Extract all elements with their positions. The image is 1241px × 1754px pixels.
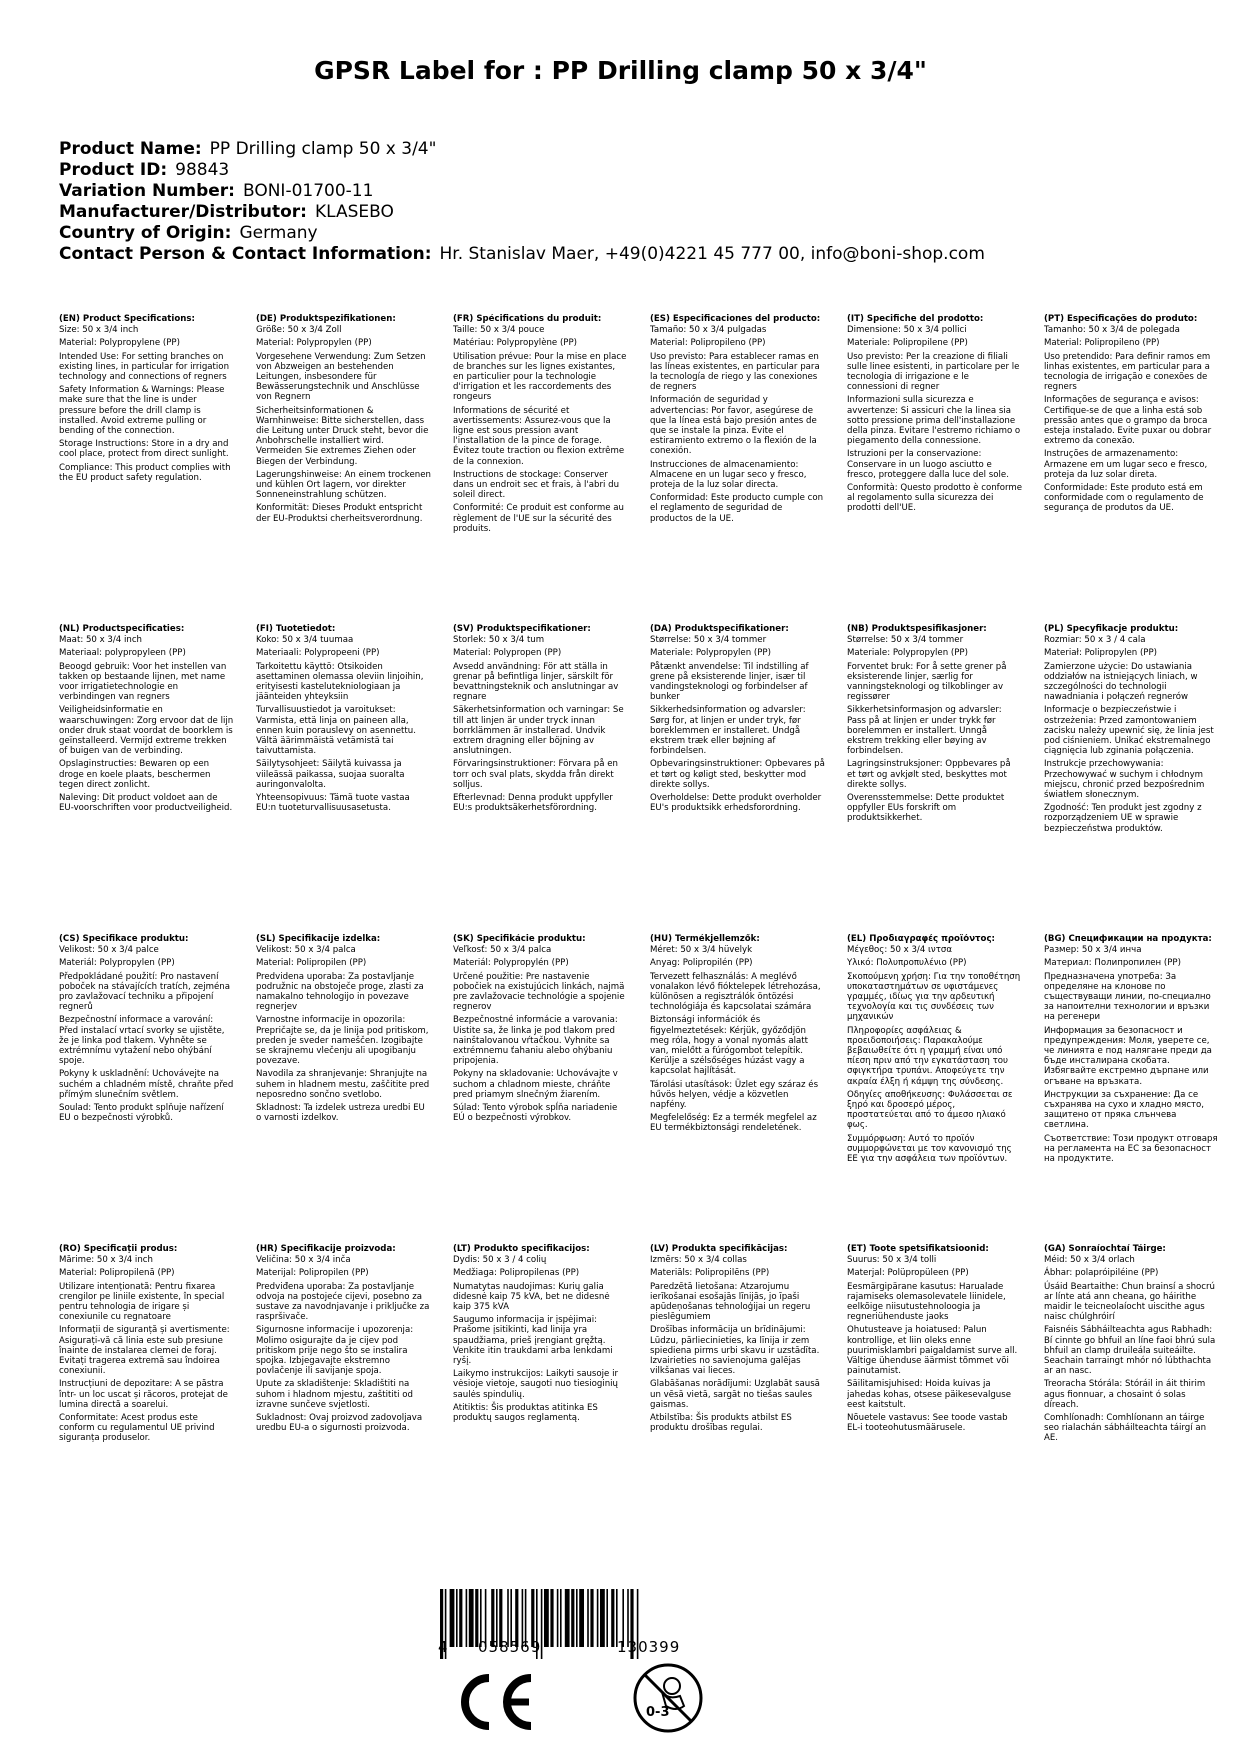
spec-line: Skladnost: Ta izdelek ustreza uredbi EU o varnosti izdelkov. xyxy=(256,1103,425,1124)
spec-line: Materiale: Polipropilene (PP) xyxy=(847,338,968,349)
spec-line: Istruzioni per la conservazione: Conservare in un luogo asciutto e fresco, proteggere dalla luce del sole. xyxy=(847,449,1009,480)
spec-heading: (HR) Specifikacije proizvoda: xyxy=(256,1244,396,1254)
spec-line: Conformidad: Este producto cumple con el reglamento de seguridad de productos de la UE. xyxy=(650,493,824,524)
spec-line: Informații de siguranță și avertismente: Asigurați-vă că linia este sub presiune înainte de instalarea clemei de foraj. Evitați tragerea extremă sau îndoirea conexiunii. xyxy=(59,1325,230,1377)
spec-line: Størrelse: 50 x 3/4 tommer xyxy=(650,635,767,646)
spec-line: Υλικό: Πολυπροπυλένιο (PP) xyxy=(847,958,967,969)
spec-line: Informations de sécurité et avertissements: Assurez-vous que la ligne est sous pression avant l'installation de la pince de forage. Évitez toute traction ou flexion extrême de la connexion. xyxy=(453,405,625,467)
spec-heading: (NB) Produktspesifikasjoner: xyxy=(847,624,987,634)
spec-line: Lagerungshinweise: An einem trockenen und kühlen Ort lagern, vor direkter Sonneneinstrahlung schützen. xyxy=(256,469,431,501)
spec-line: Lagringsinstruksjoner: Oppbevares på et tørt og avkjølt sted, beskyttes mot direkte sollys. xyxy=(847,759,1011,790)
spec-heading: (ET) Toote spetsifikatsioonid: xyxy=(847,1244,989,1254)
spec-line: Materiale: Polypropylen (PP) xyxy=(650,648,771,659)
barcode-bar xyxy=(560,1589,562,1647)
spec-line: Größe: 50 x 3/4 Zoll xyxy=(256,325,342,336)
spec-line: Rozmiar: 50 x 3 / 4 cala xyxy=(1044,635,1146,646)
spec-line: Anyag: Polipropilén (PP) xyxy=(650,958,753,969)
spec-heading: (ES) Especificaciones del producto: xyxy=(650,314,821,324)
spec-line: Información de seguridad y advertencias: Por favor, asegúrese de que la línea está bajo presión antes de que se instale la pinza. Evite el estiramiento extremo o la flexión de la conexión. xyxy=(650,395,817,457)
spec-block xyxy=(453,624,650,934)
ce-mark-icon xyxy=(455,1672,537,1732)
spec-block xyxy=(650,934,847,1244)
barcode-bar xyxy=(459,1589,462,1647)
spec-line: Predvidena uporaba: Za postavljanje podružnic na obstoječe proge, zlasti za namakalno tehnologijo in povezave regnerjev xyxy=(256,971,424,1013)
spec-line: Naleving: Dit product voldoet aan de EU-voorschriften voor productveiligheid. xyxy=(59,793,233,814)
spec-line: Instructions de stockage: Conserver dans un endroit sec et frais, à l'abri du soleil direct. xyxy=(453,469,620,501)
spec-line: Οδηγίες αποθήκευσης: Φυλάσσεται σε ξηρό και δροσερό μέρος, προστατεύεται από το άμεσο ηλιακό φως. xyxy=(847,1089,1013,1131)
spec-heading: (HU) Termékjellemzők: xyxy=(650,934,760,944)
spec-line: Comhlíonadh: Comhlíonann an táirge seo rialachán sábháilteachta táirgí an AE. xyxy=(1044,1413,1207,1444)
spec-line: Úsáid Beartaithe: Chun brainsí a shocrú ar línte atá ann cheana, go háirithe maidir le teicneolaíocht uiscithe agus naisc chúlghróirí xyxy=(1044,1281,1215,1323)
spec-line: Atbilstība: Šis produkts atbilst ES produktu drošības regulai. xyxy=(650,1413,792,1434)
barcode-left-digits: 058569 xyxy=(478,1638,542,1656)
spec-line: Uso pretendido: Para definir ramos em linhas existentes, em particular para a tecnologia de irrigação e conexões de regners xyxy=(1044,351,1211,393)
contact-label: Contact Person & Contact Information: xyxy=(59,244,432,264)
contact-value: Hr. Stanislav Maer, +49(0)4221 45 777 00, info@boni-shop.com xyxy=(439,244,985,264)
spec-line: Yhteensopivuus: Tämä tuote vastaa EU:n tuoteturvallisuusasetusta. xyxy=(256,793,410,814)
spec-block xyxy=(650,1244,847,1574)
spec-line: Saugumo informacija ir įspėjimai: Prašome įsitikinti, kad linija yra spaudžiama, prieš įrengiant gręžtą. Venkite itin traukdami arba lenkdami ryšį. xyxy=(453,1315,613,1367)
spec-line: Предназначена употреба: За определяне на клонове по съществуващи линии, по-специално за напоителни технологии и връзки на регенери xyxy=(1044,971,1211,1023)
spec-line: Bezpečnostné informácie a varovania: Uistite sa, že linka je pod tlakom pred nainštalovanou vŕtačkou. Vyhnite sa extrémnemu ťahaniu alebo ohýbaniu pripojenia. xyxy=(453,1015,618,1067)
spec-line: Materijal: Polipropilen (PP) xyxy=(256,1268,369,1279)
spec-line: Conformità: Questo prodotto è conforme al regolamento sulla sicurezza dei prodotti dell'UE. xyxy=(847,483,1022,514)
spec-line: Megfelelőség: Ez a termék megfelel az EU termékbiztonsági rendeletének. xyxy=(650,1113,817,1134)
spec-line: Conformidade: Este produto está em conformidade com o regulamento de segurança de produtos da UE. xyxy=(1044,483,1204,514)
spec-line: Eesmärgipärane kasutus: Harualade rajamiseks olemasolevatele liinidele, eelkõige niisutustehnoloogia ja regneriühenduste jaoks xyxy=(847,1281,1006,1323)
spec-line: Taille: 50 x 3/4 pouce xyxy=(453,325,545,336)
barcode-bar xyxy=(576,1589,578,1647)
spec-block xyxy=(59,314,256,624)
spec-line: Glabāšanas norādījumi: Uzglabāt sausā un vēsā vietā, sargāt no tiešas saules gaismas. xyxy=(650,1379,820,1410)
spec-block xyxy=(256,314,453,624)
manufacturer-label: Manufacturer/Distributor: xyxy=(59,202,307,222)
product-name-row xyxy=(59,139,1189,160)
spec-heading: (SK) Špecifikácie produktu: xyxy=(453,934,586,944)
barcode-bar xyxy=(456,1589,458,1647)
spec-line: Informações de segurança e avisos: Certifique-se de que a linha está sob pressão antes que o grampo da broca esteja instalado. Evite puxar ou dobrar extremo da conexão. xyxy=(1044,395,1212,447)
contact-row xyxy=(59,244,1189,265)
spec-line: Bezpečnostní informace a varování: Před instalací vrtací svorky se ujistěte, že je linka pod tlakem. Vyhněte se extrémnímu vytažení nebo ohýbání spoje. xyxy=(59,1015,225,1067)
variation-number-value: BONI-01700-11 xyxy=(242,181,374,201)
spec-line: Säilitamisjuhised: Hoida kuivas ja jahedas kohas, otsese päikesevalguse eest kaitstult. xyxy=(847,1379,1012,1410)
spec-line: Storlek: 50 x 3/4 tum xyxy=(453,635,545,646)
manufacturer-row xyxy=(59,202,1189,223)
spec-block xyxy=(453,934,650,1244)
age-label: 0-3 xyxy=(646,1705,670,1720)
spec-line: Μέγεθος: 50 x 3/4 ιντσα xyxy=(847,945,953,956)
spec-line: Size: 50 x 3/4 inch xyxy=(59,325,139,336)
spec-heading: (DA) Produktspecifikationer: xyxy=(650,624,789,634)
spec-block xyxy=(1044,934,1241,1244)
spec-line: Material: Polipropilenă (PP) xyxy=(59,1268,175,1279)
not-for-children-0-3-icon xyxy=(632,1662,704,1734)
spec-line: Materjal: Polüpropüleen (PP) xyxy=(847,1268,969,1279)
spec-block xyxy=(847,934,1044,1244)
spec-line: Méret: 50 x 3/4 hüvelyk xyxy=(650,945,753,956)
spec-line: Utilisation prévue: Pour la mise en place de branches sur les lignes existantes, en particulier pour la technologie d'irrigation et les raccordements des rongeurs xyxy=(453,351,627,403)
spec-line: Säkerhetsinformation och varningar: Se till att linjen är under tryck innan borrklämmen är installerad. Undvik extrem dragning eller böjning av anslutningen. xyxy=(453,705,624,757)
spec-heading: (FR) Spécifications du produit: xyxy=(453,314,602,324)
spec-line: Sikkerhedsinformation og advarsler: Sørg for, at linjen er under tryk, før boreklemmen er installeret. Undgå ekstrem træk eller bøjning af forbindelsen. xyxy=(650,705,806,757)
spec-line: Instruções de armazenamento: Armazene em um lugar seco e fresco, proteja da luz solar direta. xyxy=(1044,449,1208,480)
spec-heading: (NL) Productspecificaties: xyxy=(59,624,185,634)
spec-line: Storage Instructions: Store in a dry and cool place, protect from direct sunlight. xyxy=(59,439,229,460)
spec-line: Forventet bruk: For å sette grener på eksisterende linjer, særlig for vanningsteknologi og tilkoblinger av regissører xyxy=(847,661,1007,703)
spec-line: Conformité: Ce produit est conforme au règlement de l'UE sur la sécurité des produits. xyxy=(453,503,624,534)
spec-line: Treoracha Stórála: Stóráil in áit thirim agus fionnuar, a chosaint ó solas díreach. xyxy=(1044,1379,1206,1410)
spec-line: Drošības informācija un brīdinājumi: Lūdzu, pārliecinieties, ka līnija ir zem spiediena pirms urbi skavu ir uzstādīta. Izvairieties no savienojuma galējas vilkšanas vai lieces. xyxy=(650,1325,820,1377)
barcode-bar xyxy=(466,1589,468,1647)
specifications-grid xyxy=(59,314,1239,1574)
spec-line: Opslaginstructies: Bewaren op een droge en koele plaats, beschermen tegen direct zonlicht. xyxy=(59,759,211,790)
spec-line: Utilizare intenționată: Pentru fixarea crengilor pe liniile existente, în special pentru tehnologia de irigare și conexiunile cu regnatoare xyxy=(59,1281,225,1323)
spec-line: Material: Polipropileno (PP) xyxy=(650,338,766,349)
spec-line: Instrucciones de almacenamiento: Almacene en un lugar seco y fresco, proteja de la luz solar directa. xyxy=(650,459,807,491)
spec-block xyxy=(59,934,256,1244)
spec-heading: (GA) Sonraíochtaí Táirge: xyxy=(1044,1244,1166,1254)
spec-line: Sukladnost: Ovaj proizvod zadovoljava uredbu EU-a o sigurnosti proizvoda. xyxy=(256,1413,423,1434)
barcode-bar xyxy=(571,1589,574,1647)
barcode-bar xyxy=(557,1589,559,1647)
spec-line: Материал: Полипропилен (PP) xyxy=(1044,958,1181,969)
spec-heading: (LV) Produkta specifikācijas: xyxy=(650,1244,788,1254)
spec-line: Atitiktis: Šis produktas atitinka ES produktų saugos reglamentą. xyxy=(453,1402,598,1424)
spec-line: Material: Polipropilen (PP) xyxy=(256,958,367,969)
spec-line: Koko: 50 x 3/4 tuumaa xyxy=(256,635,354,646)
spec-line: Sicherheitsinformationen & Warnhinweise: Bitte sicherstellen, dass die Leitung unter Druck steht, bevor die Anbohrschelle installiert wird. Vermeiden Sie extremes Ziehen oder Biegen der Verbindung. xyxy=(256,405,429,467)
spec-line: Intended Use: For setting branches on existing lines, in particular for irrigation technology and connections of regners xyxy=(59,351,230,383)
spec-line: Размер: 50 x 3/4 инча xyxy=(1044,945,1142,956)
spec-line: Numatytas naudojimas: Kurių galia didesnė kaip 75 kVA, bet ne didesnė kaip 375 kVA xyxy=(453,1281,610,1313)
spec-line: Mărime: 50 x 3/4 inch xyxy=(59,1255,153,1266)
spec-line: Tarkoitettu käyttö: Otsikoiden asettaminen olemassa oleviin linjoihin, erityisesti kastelutekniologiaan ja jäänteiden yhteyksiin xyxy=(256,661,424,703)
spec-line: Instrukcje przechowywania: Przechowywać w suchym i chłodnym miejscu, chronić przed bezpośrednim światłem słonecznym. xyxy=(1044,759,1205,801)
spec-line: Materiāls: Polipropilēns (PP) xyxy=(650,1268,770,1279)
spec-line: Avsedd användning: För att ställa in grenar på befintliga linjer, särskilt för bevattningsteknik och anslutningar av regnare xyxy=(453,661,619,703)
spec-line: Förvaringsinstruktioner: Förvara på en torr och sval plats, skydda från direkt solljus. xyxy=(453,759,618,790)
page-title: GPSR Label for : PP Drilling clamp 50 x 3/4" xyxy=(314,56,927,85)
spec-line: Ohutusteave ja hoiatused: Palun kontrollige, et liin oleks enne puurimisklambri paigaldamist surve all. Vältige ühenduse äärmist tõmmet või painutamist. xyxy=(847,1325,1018,1377)
spec-heading: (DE) Produktspezifikationen: xyxy=(256,314,396,324)
spec-line: Material: Polypropylene (PP) xyxy=(59,338,180,349)
spec-line: Sigurnosne informacije i upozorenja: Molimo osigurajte da je cijev pod pritiskom prije nego što se instalira spojka. Izbjegavajte ekstremno povlačenje ili savijanje spoja. xyxy=(256,1325,414,1377)
spec-line: Uso previsto: Para establecer ramas en las líneas existentes, en particular para la tecnología de riego y las conexiones de regners xyxy=(650,351,820,393)
spec-line: Materiál: Polypropylen (PP) xyxy=(59,958,175,969)
spec-line: Tamanho: 50 x 3/4 de polegada xyxy=(1044,325,1180,336)
spec-line: Informazioni sulla sicurezza e avvertenze: Si assicuri che la linea sia sotto pressione prima dell'installazione della pinza. Evitare l'estremo richiamo o piegamento della connessione. xyxy=(847,395,1021,447)
spec-line: Materiale: Polypropylen (PP) xyxy=(847,648,968,659)
spec-line: Overensstemmelse: Dette produktet oppfyller EUs forskrift om produktsikkerhet. xyxy=(847,793,1005,824)
spec-heading: (SV) Produktspecifikationer: xyxy=(453,624,591,634)
spec-line: Material: Polypropen (PP) xyxy=(453,648,562,659)
spec-line: Säilytysohjeet: Säilytä kuivassa ja viileässä paikassa, suojaa suoralta auringonvalolta. xyxy=(256,759,405,790)
spec-block xyxy=(59,624,256,934)
spec-line: Medžiaga: Polipropilenas (PP) xyxy=(453,1268,580,1279)
spec-line: Efterlevnad: Denna produkt uppfyller EU:s produktsäkerhetsförordning. xyxy=(453,793,613,814)
spec-line: Varnostne informacije in opozorila: Prepričajte se, da je linija pod pritiskom, preden je sveder nameščen. Izogibajte se skrajnemu vlečenju ali upogibanju povezave. xyxy=(256,1015,429,1067)
spec-line: Určené použitie: Pre nastavenie pobočiek na existujúcich linkách, najmä pre zavlažovacie technológie a spojenie regnerov xyxy=(453,971,625,1013)
spec-line: Σκοπούμενη χρήση: Για την τοποθέτηση υποκαταστημάτων σε υφιστάμενες γραμμές, ιδίως για την αρδευτική τεχνολογία και τις συνδέσεις των μηχανικών xyxy=(847,971,1021,1023)
spec-line: Tamaño: 50 x 3/4 pulgadas xyxy=(650,325,767,336)
spec-line: Tárolási utasítások: Üzlet egy száraz és hűvös helyen, védje a közvetlen napfény. xyxy=(650,1079,819,1111)
spec-line: Biztonsági információk és figyelmeztetések: Kérjük, győződjön meg róla, hogy a vonal nyomás alatt van, mielőtt a fúrógombot telepítik. Kerülje a szélsőséges húzást vagy a kapcsolat hajlítását. xyxy=(650,1015,809,1077)
barcode-bar xyxy=(587,1589,589,1647)
spec-line: Zamierzone użycie: Do ustawiania oddziałów na istniejących liniach, w szczególności do technologii nawadniania i połączeń regnerów xyxy=(1044,661,1198,703)
barcode-bar xyxy=(597,1589,599,1647)
spec-heading: (SL) Specifikacije izdelka: xyxy=(256,934,381,944)
spec-heading: (IT) Specifiche del prodotto: xyxy=(847,314,984,324)
spec-line: Súlad: Tento výrobok spĺňa nariadenie EÚ o bezpečnosti výrobkov. xyxy=(453,1103,618,1124)
spec-line: Opbevaringsinstruktioner: Opbevares på et tørt og køligt sted, beskytter mod direkte sollys. xyxy=(650,759,825,790)
spec-heading: (CS) Specifikace produktu: xyxy=(59,934,189,944)
barcode-bar xyxy=(450,1589,455,1647)
spec-block xyxy=(453,1244,650,1574)
spec-line: Materiaali: Polypropeeni (PP) xyxy=(256,648,380,659)
spec-block xyxy=(59,1244,256,1574)
spec-heading: (RO) Specificații produs: xyxy=(59,1244,178,1254)
barcode-bar xyxy=(579,1589,584,1647)
spec-heading: (PL) Specyfikacje produktu: xyxy=(1044,624,1179,634)
spec-heading: (BG) Спецификации на продукта: xyxy=(1044,934,1212,944)
spec-line: Faisnéis Sábháilteachta agus Rabhadh: Bí cinnte go bhfuil an líne faoi bhrú sula bhfuil an clamp druileála suiteáilte. Seachain tarraingt mhór nó lúbthachta ar an nasc. xyxy=(1044,1325,1216,1377)
spec-line: Veiligheidsinformatie en waarschuwingen: Zorg ervoor dat de lijn onder druk staat voordat de boorklem is geïnstalleerd. Vermijd extreme trekken of buigen van de verbinding. xyxy=(59,705,234,757)
barcode-bar xyxy=(550,1589,553,1647)
variation-number-label: Variation Number: xyxy=(59,181,235,201)
spec-block xyxy=(256,934,453,1244)
spec-line: Velikost: 50 x 3/4 palca xyxy=(256,945,356,956)
spec-block xyxy=(1044,1244,1241,1574)
spec-line: Paredzētā lietošana: Atzarojumu ierīkošanai esošajās līnijās, jo īpaši apūdeņošanas tehnoloģijai un regeru pieslēgumiem xyxy=(650,1281,811,1323)
spec-block xyxy=(650,624,847,934)
spec-line: Laikymo instrukcijos: Laikyti sausoje ir vėsioje vietoje, saugoti nuo tiesioginių saulės spindulių. xyxy=(453,1369,618,1400)
spec-line: Velikost: 50 x 3/4 palce xyxy=(59,945,159,956)
spec-line: Pokyny k uskladnění: Uchovávejte na suchém a chladném místě, chraňte před přímým slunečním světlem. xyxy=(59,1069,234,1100)
spec-line: Veličina: 50 x 3/4 inča xyxy=(256,1255,351,1266)
spec-line: Material: Polipropileno (PP) xyxy=(1044,338,1160,349)
spec-block xyxy=(256,1244,453,1574)
spec-line: Suurus: 50 x 3/4 tolli xyxy=(847,1255,937,1266)
spec-line: Størrelse: 50 x 3/4 tommer xyxy=(847,635,964,646)
barcode-first-digit: 4 xyxy=(438,1638,448,1656)
spec-line: Sikkerhetsinformasjon og advarsler: Pass på at linjen er under trykk før borelemmen er installert. Unngå ekstrem trekking eller bøying av forbindelsen. xyxy=(847,705,1002,757)
spec-line: Påtænkt anvendelse: Til indstilling af grene på eksisterende linjer, især til vandingsteknologi og forbindelser af bunker xyxy=(650,661,809,703)
product-id-label: Product ID: xyxy=(59,160,168,180)
spec-line: Predviđena uporaba: Za postavljanje odvoja na postojeće cijevi, posebno za sustave za navodnjavanje i priključke za raspršivače. xyxy=(256,1281,430,1323)
spec-block xyxy=(847,314,1044,624)
barcode-bar xyxy=(565,1589,570,1647)
spec-line: Dimensione: 50 x 3/4 pollici xyxy=(847,325,967,336)
spec-block xyxy=(1044,314,1241,624)
spec-line: Materiał: Polipropylen (PP) xyxy=(1044,648,1158,659)
spec-line: Overholdelse: Dette produkt overholder EU's produktsikk erhedsforordning. xyxy=(650,793,822,814)
spec-line: Navodila za shranjevanje: Shranjujte na suhem in hladnem mestu, zaščitite pred neposredno sončno svetlobo. xyxy=(256,1069,430,1100)
spec-line: Pokyny na skladovanie: Uchovávajte v suchom a chladnom mieste, chráňte pred priamym slnečným žiarením. xyxy=(453,1069,618,1100)
spec-line: Materiaal: polypropyleen (PP) xyxy=(59,648,186,659)
spec-heading: (EN) Product Specifications: xyxy=(59,314,195,324)
spec-line: Předpokládané použití: Pro nastavení poboček na stávajících tratích, zejména pro zavlažovací techniku a připojení regnerů xyxy=(59,971,230,1013)
spec-line: Safety Information & Warnings: Please make sure that the line is under pressure before the drill clamp is installed. Avoid extreme pulling or bending of the connection. xyxy=(59,385,225,437)
spec-heading: (EL) Προδιαγραφές προϊόντος: xyxy=(847,934,995,944)
spec-line: Информация за безопасност и предупреждения: Моля, уверете се, че линията е под налягане преди да бъде инсталирана скобата. Избягвайте екстремно дърпане или огъване на връзката. xyxy=(1044,1025,1212,1087)
spec-line: Informacje o bezpieczeństwie i ostrzeżenia: Przed zamontowaniem zacisku należy upewnić się, że linia jest pod ciśnieniem. Unikać ekstremalnego ciągnięcia lub zginania połączenia. xyxy=(1044,705,1214,757)
country-label: Country of Origin: xyxy=(59,223,232,243)
spec-block xyxy=(847,1244,1044,1574)
product-id-value: 98843 xyxy=(175,160,230,180)
spec-block xyxy=(453,314,650,624)
spec-block xyxy=(256,624,453,934)
spec-line: Ábhar: polapróipiléine (PP) xyxy=(1044,1268,1159,1279)
product-name-value: PP Drilling clamp 50 x 3/4" xyxy=(209,139,437,159)
product-id-row xyxy=(59,160,1189,181)
spec-heading: (PT) Especificações do produto: xyxy=(1044,314,1198,324)
barcode-bar xyxy=(600,1589,605,1647)
spec-line: Konformität: Dieses Produkt entspricht der EU-Produktsi cherheitsverordnung. xyxy=(256,503,423,524)
spec-line: Dydis: 50 x 3 / 4 colių xyxy=(453,1255,547,1266)
spec-block xyxy=(847,624,1044,934)
spec-line: Vorgesehene Verwendung: Zum Setzen von Abzweigen an bestehenden Leitungen, insbesondere für Bewässerungstechnik und Anschlüsse von Regnern xyxy=(256,351,426,403)
barcode-bar xyxy=(606,1589,608,1647)
spec-line: Συμμόρφωση: Αυτό το προϊόν συμμορφώνεται με τον κανονισμό της ΕΕ για την ασφάλεια των προϊόντων. xyxy=(847,1133,1012,1165)
barcode-right-digits: 130399 xyxy=(617,1638,681,1656)
product-info xyxy=(59,139,1189,265)
spec-line: Material: Polypropylen (PP) xyxy=(256,338,372,349)
spec-line: Compliance: This product complies with the EU product safety regulation. xyxy=(59,462,231,483)
variation-number-row xyxy=(59,181,1189,202)
spec-line: Zgodność: Ten produkt jest zgodny z rozporządzeniem UE w sprawie bezpieczeństwa produktów. xyxy=(1044,803,1202,834)
spec-line: Veľkosť: 50 x 3/4 palca xyxy=(453,945,552,956)
spec-block xyxy=(1044,624,1241,934)
spec-line: Инструкции за съхранение: Да се съхранява на сухо и хладно място, защитено от пряка слънчева светлина. xyxy=(1044,1089,1205,1131)
spec-line: Beoogd gebruik: Voor het instellen van takken op bestaande lijnen, met name voor irrigatietechnologie en verbindingen van regners xyxy=(59,661,227,703)
spec-line: Materiál: Polypropylén (PP) xyxy=(453,958,569,969)
spec-line: Uso previsto: Per la creazione di filiali sulle linee esistenti, in particolare per le tecnologia di irrigazione e le connessioni di regner xyxy=(847,351,1020,393)
country-value: Germany xyxy=(239,223,318,243)
barcode-bar xyxy=(544,1589,549,1647)
spec-line: Tervezett felhasználás: A meglévő vonalakon lévő fióktelepek létrehozása, különösen a regisztrálók öntözési technológiája és kapcsolatai számára xyxy=(650,971,821,1013)
spec-heading: (LT) Produkto specifikacijos: xyxy=(453,1244,590,1254)
barcode-bar xyxy=(469,1589,474,1647)
country-row xyxy=(59,223,1189,244)
spec-line: Maat: 50 x 3/4 inch xyxy=(59,635,142,646)
spec-line: Instrucțiuni de depozitare: A se păstra într- un loc uscat și răcoros, protejat de lumina directă a soarelui. xyxy=(59,1379,228,1410)
manufacturer-value: KLASEBO xyxy=(314,202,394,222)
product-name-label: Product Name: xyxy=(59,139,202,159)
barcode-bar xyxy=(590,1589,593,1647)
spec-line: Nõuetele vastavus: See toode vastab EL-i tooteohutusmäärusele. xyxy=(847,1413,1008,1434)
spec-line: Conformitate: Acest produs este conform cu regulamentul UE privind siguranța produselor. xyxy=(59,1413,215,1444)
spec-line: Izmērs: 50 x 3/4 collas xyxy=(650,1255,747,1266)
spec-line: Πληροφορίες ασφάλειας & προειδοποιήσεις: Παρακαλούμε βεβαιωθείτε ότι η γραμμή είναι υπό πίεση πριν από την εγκατάσταση του σφιγκτήρα τρυπάνι. Αποφεύγετε την ακραία έλξη ή κάμψη της σύνδεσης. xyxy=(847,1025,1009,1087)
spec-line: Soulad: Tento produkt splňuje nařízení EU o bezpečnosti výrobků. xyxy=(59,1103,224,1124)
spec-line: Upute za skladištenje: Skladištiti na suhom i hladnom mjestu, zaštititi od izravne sunčeve svjetlosti. xyxy=(256,1379,413,1410)
spec-line: Matériau: Polypropylène (PP) xyxy=(453,338,578,349)
barcode-bar xyxy=(611,1589,614,1647)
spec-line: Méid: 50 x 3/4 orlach xyxy=(1044,1255,1135,1266)
spec-line: Turvallisuustiedot ja varoitukset: Varmista, että linja on paineen alla, ennen kuin porauslevy on asennettu. Vältä äärimmäistä vetämistä tai taivuttamista. xyxy=(256,705,416,757)
spec-heading: (FI) Tuotetiedot: xyxy=(256,624,336,634)
spec-block xyxy=(650,314,847,624)
spec-line: Съответствие: Този продукт отговаря на регламента на ЕС за безопасност на продуктите. xyxy=(1044,1133,1218,1165)
